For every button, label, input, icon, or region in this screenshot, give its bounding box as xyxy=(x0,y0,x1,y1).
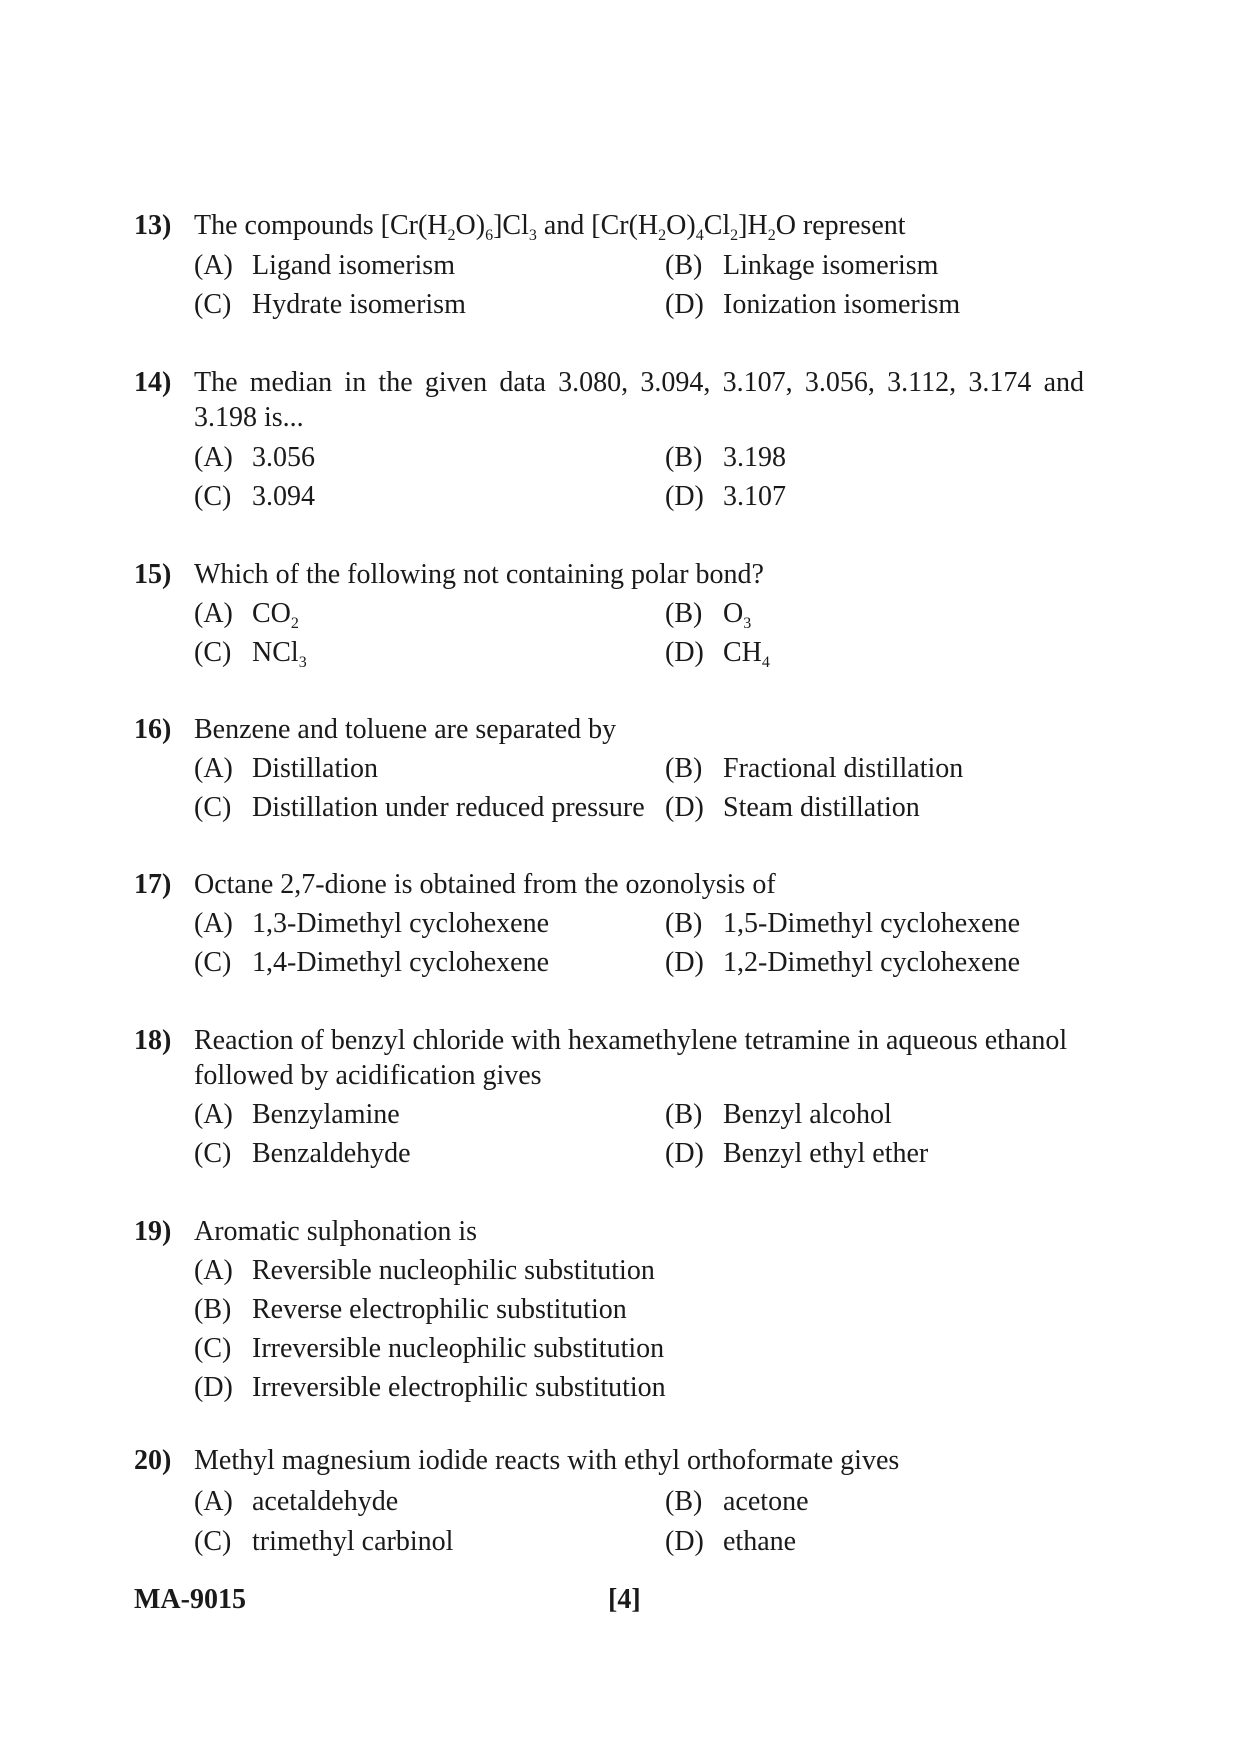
option-b: (B) acetone xyxy=(665,1486,809,1517)
option-d: (D) 1,2-Dimethyl cyclohexene xyxy=(665,947,1021,978)
question-text: Which of the following not containing polar bond? xyxy=(194,559,764,590)
option-c: (C) Benzaldehyde xyxy=(194,1138,411,1169)
option-d: (D) Irreversible electrophilic substitution xyxy=(194,1372,666,1403)
option-c: (C) trimethyl carbinol xyxy=(194,1526,454,1557)
question-text: Benzene and toluene are separated by xyxy=(194,714,617,745)
paper-code: MA-9015 xyxy=(134,1584,246,1615)
option-a: (A) Distillation xyxy=(194,753,378,784)
option-b: (B) Fractional distillation xyxy=(665,753,964,784)
option-a: (A) $CO_2$ xyxy=(194,598,299,632)
question-text: Aromatic sulphonation is xyxy=(194,1216,478,1247)
question-text: The compounds $[Cr(H_2O)_6]Cl_3$ and $[Cr(H_2O)_4Cl_2]H_2O$ represent xyxy=(194,210,906,244)
option-c: (C) NCl$_3$ xyxy=(194,637,307,671)
option-c: (C) Distillation under reduced pressure xyxy=(194,792,645,823)
question-text: Octane 2,7-dione is obtained from the ozonolysis of xyxy=(194,869,776,900)
option-d: (D) Benzyl ethyl ether xyxy=(665,1138,929,1169)
question-number: 19) xyxy=(134,1216,172,1247)
option-c: (C) Hydrate isomerism xyxy=(194,289,466,320)
option-c: (C) 3.094 xyxy=(194,481,315,512)
question-number: 15) xyxy=(134,559,172,590)
option-d: (D) $CH_4$ xyxy=(665,637,770,671)
option-c: (C) 1,4-Dimethyl cyclohexene xyxy=(194,947,550,978)
question-number: 20) xyxy=(134,1445,172,1476)
option-b: (B) $O_3$ xyxy=(665,598,752,632)
question-text-line-2: followed by acidification gives xyxy=(194,1060,542,1091)
page-number: [4] xyxy=(608,1584,641,1615)
question-text-line-1: Reaction of benzyl chloride with hexamethylene tetramine in aqueous ethanol xyxy=(194,1025,1068,1056)
option-b: (B) 3.198 xyxy=(665,442,786,473)
option-c: (C) Irreversible nucleophilic substitution xyxy=(194,1333,665,1364)
question-text: The median in the given data 3.080, 3.094, 3.107, 3.056, 3.112, 3.174 and 3.198 is... xyxy=(194,367,1084,433)
question-number: 17) xyxy=(134,869,172,900)
option-a: (A) Reversible nucleophilic substitution xyxy=(194,1255,655,1286)
option-d: (D) Ionization isomerism xyxy=(665,289,961,320)
option-b: (B) Benzyl alcohol xyxy=(665,1099,892,1130)
option-b: (B) 1,5-Dimethyl cyclohexene xyxy=(665,908,1021,939)
question-number: 18) xyxy=(134,1025,172,1056)
option-a: (A) 3.056 xyxy=(194,442,315,473)
option-a: (A) acetaldehyde xyxy=(194,1486,399,1517)
question-number: 14) xyxy=(134,367,172,398)
option-d: (D) Steam distillation xyxy=(665,792,920,823)
question-number: 13) xyxy=(134,210,172,241)
option-a: (A) 1,3-Dimethyl cyclohexene xyxy=(194,908,550,939)
option-b: (B) Reverse electrophilic substitution xyxy=(194,1294,627,1325)
option-b: (B) Linkage isomerism xyxy=(665,250,939,281)
option-d: (D) 3.107 xyxy=(665,481,786,512)
question-text: Methyl magnesium iodide reacts with ethyl orthoformate gives xyxy=(194,1445,900,1476)
option-a: (A) Ligand isomerism xyxy=(194,250,455,281)
option-a: (A) Benzylamine xyxy=(194,1099,400,1130)
option-d: (D) ethane xyxy=(665,1526,797,1557)
question-number: 16) xyxy=(134,714,172,745)
